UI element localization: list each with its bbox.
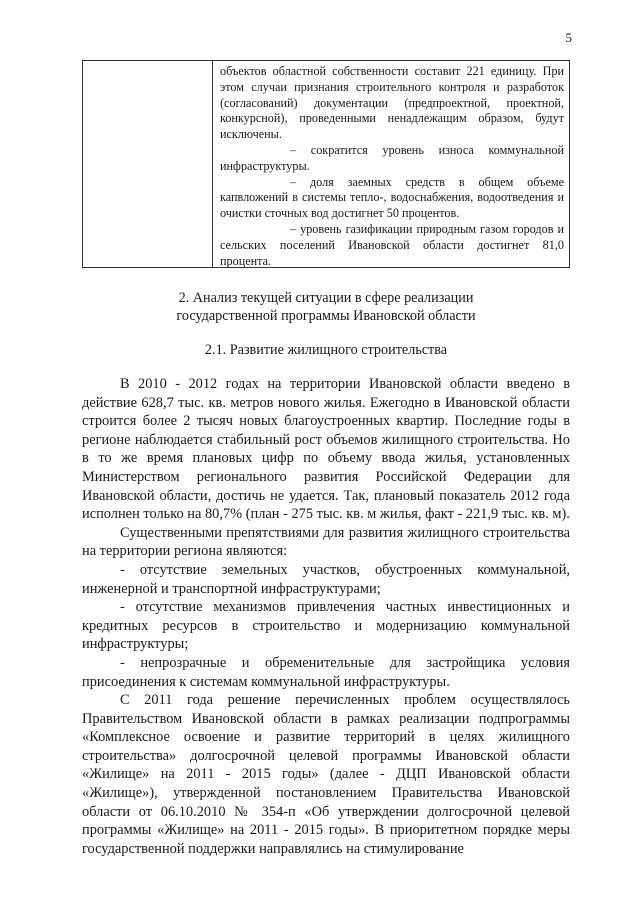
page-number: 5 [565, 30, 572, 45]
body-paragraph: Существенными препятствиями для развития жилищного строительства на территории региона являются: [82, 524, 570, 560]
table-paragraph: – сократится уровень износа коммунальной инфраструктуры. [220, 142, 564, 173]
subsection-title: 2.1. Развитие жилищного строительства [204, 342, 448, 358]
table-paragraph: объектов областной собственности составит 221 единицу. При этом случаи признания строительного контроля и разработок (согласований) документации (предпроектной, проектной, конкурсной), проведенными ненадлежащим образом, будут исключены. [220, 64, 564, 142]
table-paragraph: – доля заемных средств в общем объеме капвложений в системы тепло-, водоснабжения, водоотведения и очистки сточных вод достигнет 50 процентов. [220, 174, 564, 221]
table-right-cell [213, 61, 569, 267]
body-paragraph: - непрозрачные и обременительные для застройщика условия присоединения к системам коммунальной инфраструктуры. [82, 654, 570, 690]
table-left-cell [83, 61, 213, 267]
body-paragraph: С 2011 года решение перечисленных проблем осуществлялось Правительством Ивановской области в рамках реализации подпрограммы «Комплексное освоение и развитие территорий в целях жилищного строительства» долгосрочной целевой программы Ивановской области «Жилище» на 2011 - 2015 годы» (далее - ДЦП Ивановской области «Жилище»), утвержденной постановлением Правительства Ивановской области от 06.10.2010 № 354-п «Об утверждении долгосрочной целевой программы «Жилище» на 2011 - 2015 годы». В приоритетном порядке меры государственной поддержки направлялись на стимулирование [82, 692, 570, 857]
section-title-line: 2. Анализ текущей ситуации в сфере реализации [178, 290, 474, 306]
body-paragraph: В 2010 - 2012 годах на территории Ивановской области введено в действие 628,7 тыс. кв. метров нового жилья. Ежегодно в Ивановской области строится более 2 тысяч новых благоустроенных квартир. Последние годы в регионе наблюдается стабильный рост объемов жилищного строительства. Но в то же время плановых цифр по объему ввода жилья, установленных Министерством регионального развития Российской Федерации для Ивановской области, достичь не удается. Так, плановый показатель 2012 года исполнен только на 80,7% (план - 275 тыс. кв. м жилья, факт - 221,9 тыс. кв. м). [82, 376, 570, 523]
table-paragraph: – уровень газификации природным газом городов и сельских поселений Ивановской области достигнет 81,0 процента. [220, 221, 564, 268]
section-title-line: государственной программы Ивановской области [176, 308, 476, 324]
body-paragraph: - отсутствие механизмов привлечения частных инвестиционных и кредитных ресурсов в строительство и модернизацию коммунальной инфраструктуры; [82, 599, 570, 653]
continuation-table [82, 60, 570, 268]
body-paragraph: - отсутствие земельных участков, обустроенных коммунальной, инженерной и транспортной инфраструктурами; [82, 561, 570, 597]
body-text [82, 375, 570, 858]
section-title [82, 289, 570, 325]
